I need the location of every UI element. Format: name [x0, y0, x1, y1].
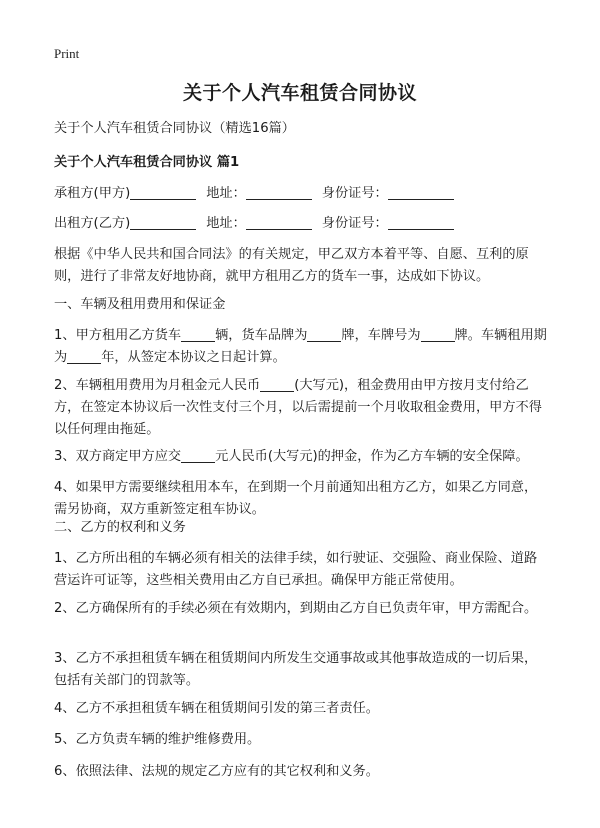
- clause-1: [54, 325, 548, 369]
- lessor-party-label: 出租方(乙方): [54, 216, 131, 231]
- clause-1-part-c: 牌，车牌号为: [341, 328, 421, 343]
- intro-paragraph: 根据《中华人民共和国合同法》的有关规定，甲乙双方本着平等、自愿、互利的原则，进行了非常友好地协商，就甲方租用乙方的货车一事，达成如下协议。: [54, 247, 529, 284]
- plate-blank: [421, 326, 455, 342]
- clause-2-part-a: 2、车辆租用费用为月租金元人民币: [54, 378, 261, 393]
- document-subtitle: 关于个人汽车租赁合同协议（精选16篇）: [54, 121, 295, 136]
- lessee-line: [54, 183, 548, 205]
- clause-4: 4、如果甲方需要继续租用本车，在到期一个月前通知出租方乙方，如果乙方同意，需另协商，双方重新签定租车协议。: [54, 480, 538, 517]
- monthly-rent-blank: [260, 376, 294, 392]
- lessee-id-label: 身份证号：: [321, 186, 388, 201]
- lessor-address-label: 地址：: [206, 216, 246, 231]
- clause-1-part-b: 辆，货车品牌为: [215, 328, 308, 343]
- duty-6: 6、依照法律、法规的规定乙方应有的其它权利和义务。: [54, 764, 379, 779]
- vehicle-count-blank: [181, 326, 215, 342]
- clause-1-part-e: 年，从签定本协议之日起计算。: [101, 350, 286, 365]
- deposit-blank: [181, 447, 215, 463]
- lessor-name-blank: [130, 214, 196, 230]
- heading-vehicle-fees: 一、车辆及租用费用和保证金: [54, 297, 226, 312]
- duty-4: 4、乙方不承担租赁车辆在租赁期间引发的第三者责任。: [54, 701, 379, 716]
- term-years-blank: [67, 348, 101, 364]
- duty-5: 5、乙方负责车辆的维护维修费用。: [54, 732, 261, 747]
- lessor-address-blank: [246, 214, 312, 230]
- lessor-id-label: 身份证号：: [321, 216, 388, 231]
- clause-3: [54, 446, 548, 468]
- clause-3-part-b: 元人民币(大写元)的押金，作为乙方车辆的安全保障。: [215, 449, 529, 464]
- lessor-line: [54, 213, 548, 235]
- document-title: 关于个人汽车租赁合同协议: [182, 82, 417, 104]
- heading-lessor-rights: 二、乙方的权利和义务: [54, 520, 186, 535]
- lessor-id-blank: [388, 214, 454, 230]
- brand-blank: [307, 326, 341, 342]
- lessee-address-label: 地址：: [206, 186, 246, 201]
- lessee-name-blank: [130, 184, 196, 200]
- lessee-id-blank: [388, 184, 454, 200]
- clause-1-part-d: 牌。车辆租用期为: [54, 328, 547, 365]
- section-title: 关于个人汽车租赁合同协议 篇1: [54, 155, 240, 170]
- clause-2: [54, 375, 548, 441]
- lessee-address-blank: [246, 184, 312, 200]
- clause-1-part-a: 1、甲方租用乙方货车: [54, 328, 182, 343]
- duty-1: 1、乙方所出租的车辆必须有相关的法律手续，如行驶证、交强险、商业保险、道路营运许可证等，这些相关费用由乙方自已承担。确保甲方能正常使用。: [54, 551, 538, 588]
- clause-2-part-b: (大写元)，租金费用由甲方按月支付给乙方，在签定本协议后一次性支付三个月，以后需提前一个月收取租金费用，甲方不得以任何理由拖延。: [54, 378, 542, 437]
- clause-3-part-a: 3、双方商定甲方应交: [54, 449, 182, 464]
- duty-2: 2、乙方确保所有的手续必须在有效期内，到期由乙方自已负责年审，甲方需配合。: [54, 601, 538, 616]
- print-link[interactable]: Print: [54, 46, 80, 61]
- lessee-party-label: 承租方(甲方): [54, 186, 131, 201]
- duty-3: 3、乙方不承担租赁车辆在租赁期间内所发生交通事故或其他事故造成的一切后果，包括有关部门的罚款等。: [54, 651, 538, 688]
